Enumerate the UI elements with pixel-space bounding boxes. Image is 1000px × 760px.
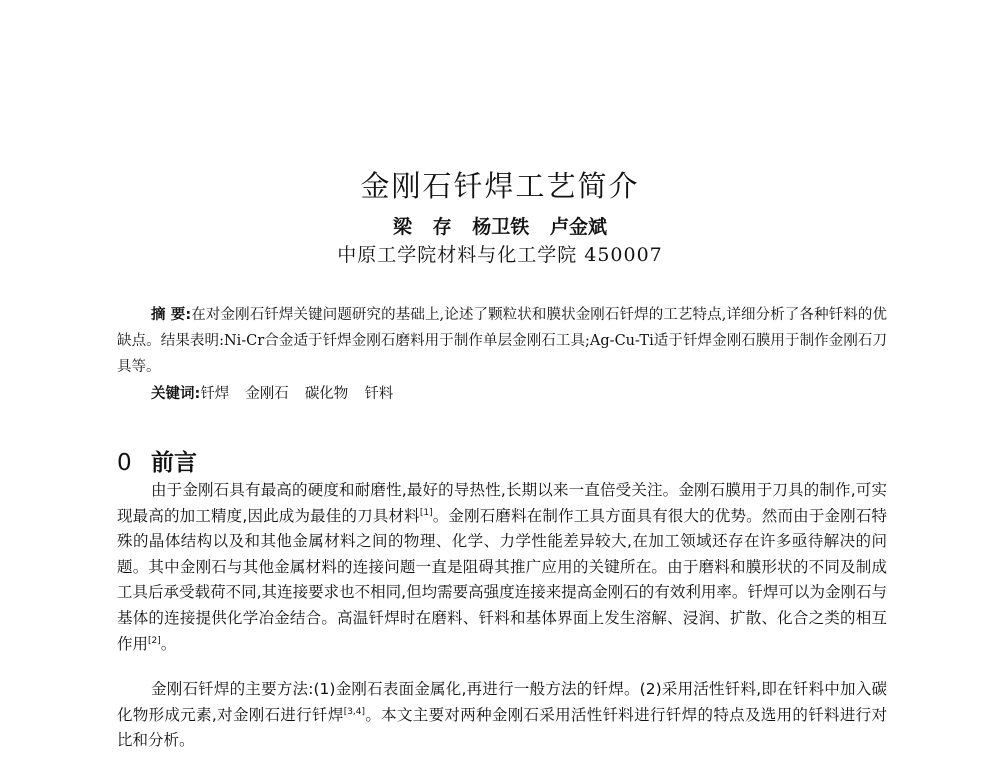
paper-title: 金刚石钎焊工艺简介 [360,169,640,203]
body-paragraph-1 [117,478,887,657]
paragraph-text: 金刚石钎焊的主要方法:(1)金刚石表面金属化,再进行一般方法的钎焊。(2)采用活性钎料,即在钎料中加入碳化物形成元素,对金刚石进行钎焊 [117,680,887,724]
abstract [117,302,887,380]
body-paragraph-2 [117,677,887,754]
paragraph-text: 。 [160,634,177,653]
keyword: 金刚石 [245,386,289,402]
author-name: 杨卫铁 [472,216,530,238]
section-title: 前言 [151,450,197,476]
keywords-label: 关键词: [151,386,201,402]
author-affiliation: 中原工学院材料与化工学院 450007 [337,244,663,266]
keyword: 钎料 [364,386,394,402]
paragraph-text: 由于金刚石具有最高的硬度和耐磨性,最好的导热性,长期以来一直倍受关注。金刚石膜用于刀具的制作,可实现最高的加工精度,因此成为最佳的刀具材料 [117,481,887,525]
author-name: 梁 存 [393,216,452,238]
section-number: 0 [117,450,132,476]
keyword: 碳化物 [304,386,349,402]
author-list [0,212,1000,239]
keyword: 钎焊 [200,386,230,402]
paragraph-text: 。本文主要对两种金刚石采用活性钎料进行钎焊的特点及选用的钎料进行对比和分析。 [117,705,887,750]
citation-ref: [2] [148,635,161,646]
citation-ref: [3,4] [343,706,366,717]
author-name: 卢金斌 [549,216,607,238]
keywords [151,382,409,403]
paragraph-text: 。金刚石磨料在制作工具方面具有很大的优势。然而由于金刚石特殊的晶体结构以及和其他金属材料之间的物理、化学、力学性能差异较大,在加工领域还存在许多亟待解决的问题。其中金刚石与其他金属材料的连接问题一直是阻碍其推广应用的关键所在。由于磨料和膜形状的不同及制成工具后承受载荷不同,其连接要求也不相同,但均需要高强度连接来提高金刚石的有效利用率。钎焊可以为金刚石与基体的连接提供化学冶金结合。高温钎焊时在磨料、钎料和基体界面上发生溶解、浸润、扩散、化合之类的相互作用 [117,506,887,653]
abstract-text: 在对金刚石钎焊关键问题研究的基础上,论述了颗粒状和膜状金刚石钎焊的工艺特点,详细分析了各种钎料的优缺点。结果表明:Ni-Cr合金适于钎焊金刚石磨料用于制作单层金刚石工具;Ag-Cu-Ti适于钎焊金刚石膜用于制作金刚石刀具等。 [117,307,887,375]
abstract-label: 摘 要: [151,307,192,323]
section-heading [117,444,197,477]
citation-ref: [1] [419,507,433,518]
